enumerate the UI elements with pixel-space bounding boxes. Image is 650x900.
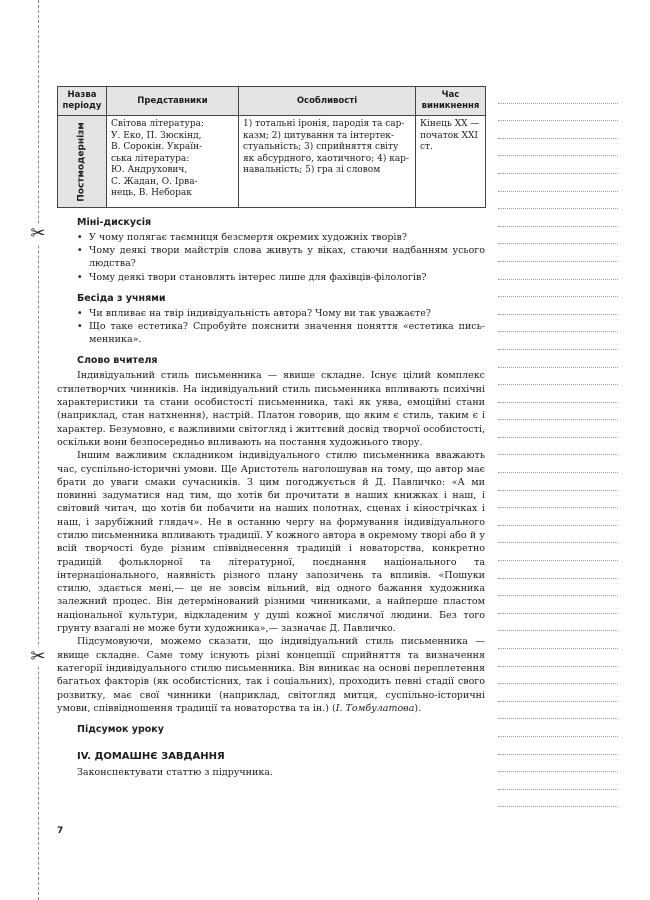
mini-discussion-list xyxy=(57,231,485,284)
paragraph xyxy=(57,635,485,715)
note-line xyxy=(498,473,618,491)
note-line xyxy=(498,244,618,262)
representatives-line: Світова література: xyxy=(111,119,204,129)
conversation-title: Бесіда з учнями xyxy=(77,292,166,304)
note-line xyxy=(498,403,618,421)
note-line xyxy=(498,156,618,174)
note-line xyxy=(498,719,618,737)
bullet-icon: • xyxy=(77,307,83,319)
list-item xyxy=(77,271,485,284)
note-line xyxy=(498,420,618,438)
representatives-cell xyxy=(107,116,239,208)
note-line xyxy=(498,543,618,561)
author-citation: І. Томбулатова xyxy=(335,702,415,714)
note-line xyxy=(498,297,618,315)
period-cell xyxy=(58,116,107,208)
notes-lines xyxy=(498,86,618,807)
note-line xyxy=(498,737,618,755)
cut-line xyxy=(38,0,39,900)
note-line xyxy=(498,86,618,104)
homework-text: Законспектувати статтю з підручника. xyxy=(77,767,273,779)
note-line xyxy=(498,579,618,597)
note-line xyxy=(498,755,618,773)
note-line xyxy=(498,631,618,649)
note-line xyxy=(498,332,618,350)
note-line xyxy=(498,438,618,456)
note-line xyxy=(498,139,618,157)
paragraph: Індивідуальний стиль письменника — явище складне. Існує цілий комплекс стилетворчих чинників. На індивідуальний стиль письменника впливають психічні характеристики та стани особистості письменника, такі як уява, емоційні стани (наприклад, стан натхнення), настрій. Платон говорив, що яким є стиль, таким є і характер. Безумовно, є важливими світогляд і життєвий досвід творчої особистості, оскільки вони безпосередньо впливають на постання художнього твору. xyxy=(57,370,485,448)
bullet-icon: • xyxy=(77,232,83,243)
note-line xyxy=(498,280,618,298)
teacher-word-title: Слово вчителя xyxy=(77,355,158,367)
column-header: Особливості xyxy=(239,87,416,116)
question-text: Що таке естетика? Спробуйте пояснити значення поняття «естетика письменника». xyxy=(89,321,485,346)
note-line xyxy=(498,508,618,526)
note-line xyxy=(498,455,618,473)
bullet-icon: • xyxy=(77,321,83,333)
list-item xyxy=(77,231,485,244)
note-line xyxy=(498,104,618,122)
scissors-icon: ✂ xyxy=(27,647,49,667)
representatives-line: В. Сорокін. Україн- xyxy=(111,142,203,152)
note-line xyxy=(498,315,618,333)
representatives-line: нець, В. Неборак xyxy=(111,188,192,198)
bullet-icon: • xyxy=(77,271,83,283)
column-header: Представники xyxy=(107,87,239,116)
bullet-icon: • xyxy=(77,245,83,257)
list-item xyxy=(77,307,485,320)
time-cell: Кінець XX — початок XXI ст. xyxy=(416,116,486,208)
note-line xyxy=(498,227,618,245)
note-line xyxy=(498,192,618,210)
note-line xyxy=(498,174,618,192)
note-line xyxy=(498,772,618,790)
note-line xyxy=(498,649,618,667)
mini-discussion-title: Міні-дискусія xyxy=(77,217,152,228)
note-line xyxy=(498,350,618,368)
literary-period-table xyxy=(57,86,486,208)
note-line xyxy=(498,526,618,544)
question-text: Чому деякі твори майстрів слова живуть у віках, стаючи надбанням усього людства? xyxy=(89,245,485,270)
note-line xyxy=(498,596,618,614)
paragraph: Іншим важливим складником індивідуального стилю письменника вважають час, суспільно-історичні умови. Ще Аристотель наголошував на тому, що автор має брати до уваги смаки сучасників. З цим погоджується й Д. Павличко: «А ми повинні задуматися над тим, що хотів би прочитати в наших книжках і наш, і світовий читач, що хотів би побачити на наших полотнах, сценах і кінострічках і наш, і зарубіжний глядач». Не в останню чергу на формування індивідуального стилю письменника впливають традиції. У кожного автора в окремому творі або й у всій творчості буде різним співвіднесення традицій і новаторства, конкретно традицій фольклорної та літературної, поєднання національного та інтернаціонального, наявність різного плану запозичень та впливів. «Пошуки стилю, здається мені,— це не зовсім вільний, від одного бажання художника залежний процес. Він детермінований різними чинниками, а найперше пластом національної культури, відкладеним у душі кожної мислячої людини. Без того грунту взагалі не може бути художника»,— зазначає Д. Павличко. xyxy=(57,450,485,635)
note-line xyxy=(498,790,618,808)
representatives-line: У. Еко, П. Зюскінд, xyxy=(111,130,202,141)
note-line xyxy=(498,385,618,403)
page-content xyxy=(57,86,485,779)
lesson-summary-title: Підсумок уроку xyxy=(77,724,164,736)
list-item xyxy=(77,244,485,270)
homework-title: IV. ДОМАШНЄ ЗАВДАННЯ xyxy=(77,751,225,763)
note-line xyxy=(498,262,618,280)
representatives-line: С. Жадан, О. Ірва- xyxy=(111,176,198,187)
note-line xyxy=(498,702,618,720)
note-line xyxy=(498,368,618,386)
table-row xyxy=(58,116,486,208)
question-text: Чому деякі твори становлять інтерес лише для фахівців-філологів? xyxy=(89,271,427,283)
list-item xyxy=(77,320,485,346)
period-name: Постмодернізм xyxy=(76,121,87,202)
note-line xyxy=(498,491,618,509)
table-header-row xyxy=(58,87,486,116)
note-line xyxy=(498,121,618,139)
conversation-list xyxy=(57,307,485,347)
paragraph-tail: ). xyxy=(414,702,422,714)
column-header: Назва періоду xyxy=(58,87,107,116)
paragraph-text: Підсумовуючи, можемо сказати, що індивідуальний стиль письменника — явище складне. Саме тому існують різні концепції сприйняття та визначення категорії індивідуального стилю письменника. Він виникає на основі переплетення багатьох факторів (як особистісних, так і соціальних), проходить певні стадії свого розвитку, має свої чинники (наприклад, світогляд митця, суспільно-історичні умови, співвідношення традиції та новаторства та ін.) ( xyxy=(57,636,485,714)
question-text: Чи впливає на твір індивідуальність автора? Чому ви так уважаєте? xyxy=(89,307,432,319)
note-line xyxy=(498,684,618,702)
note-line xyxy=(498,561,618,579)
page-number: 7 xyxy=(57,826,64,836)
column-header: Час виникнення xyxy=(416,87,486,116)
note-line xyxy=(498,614,618,632)
representatives-line: Ю. Андрухович, xyxy=(111,165,188,175)
scissors-icon: ✂ xyxy=(27,224,49,244)
question-text: У чому полягає таємниця безсмертя окремих художніх творів? xyxy=(89,232,407,243)
representatives-line: ська література: xyxy=(111,153,190,164)
note-line xyxy=(498,667,618,685)
features-cell: 1) тотальні іронія, пародія та сарказм; 2) цитування та інтертекстуальність; 3) сприйняття світу як абсурдного, хаотичного; 4) карнавальність; 5) гра зі словом xyxy=(239,116,416,208)
note-line xyxy=(498,209,618,227)
